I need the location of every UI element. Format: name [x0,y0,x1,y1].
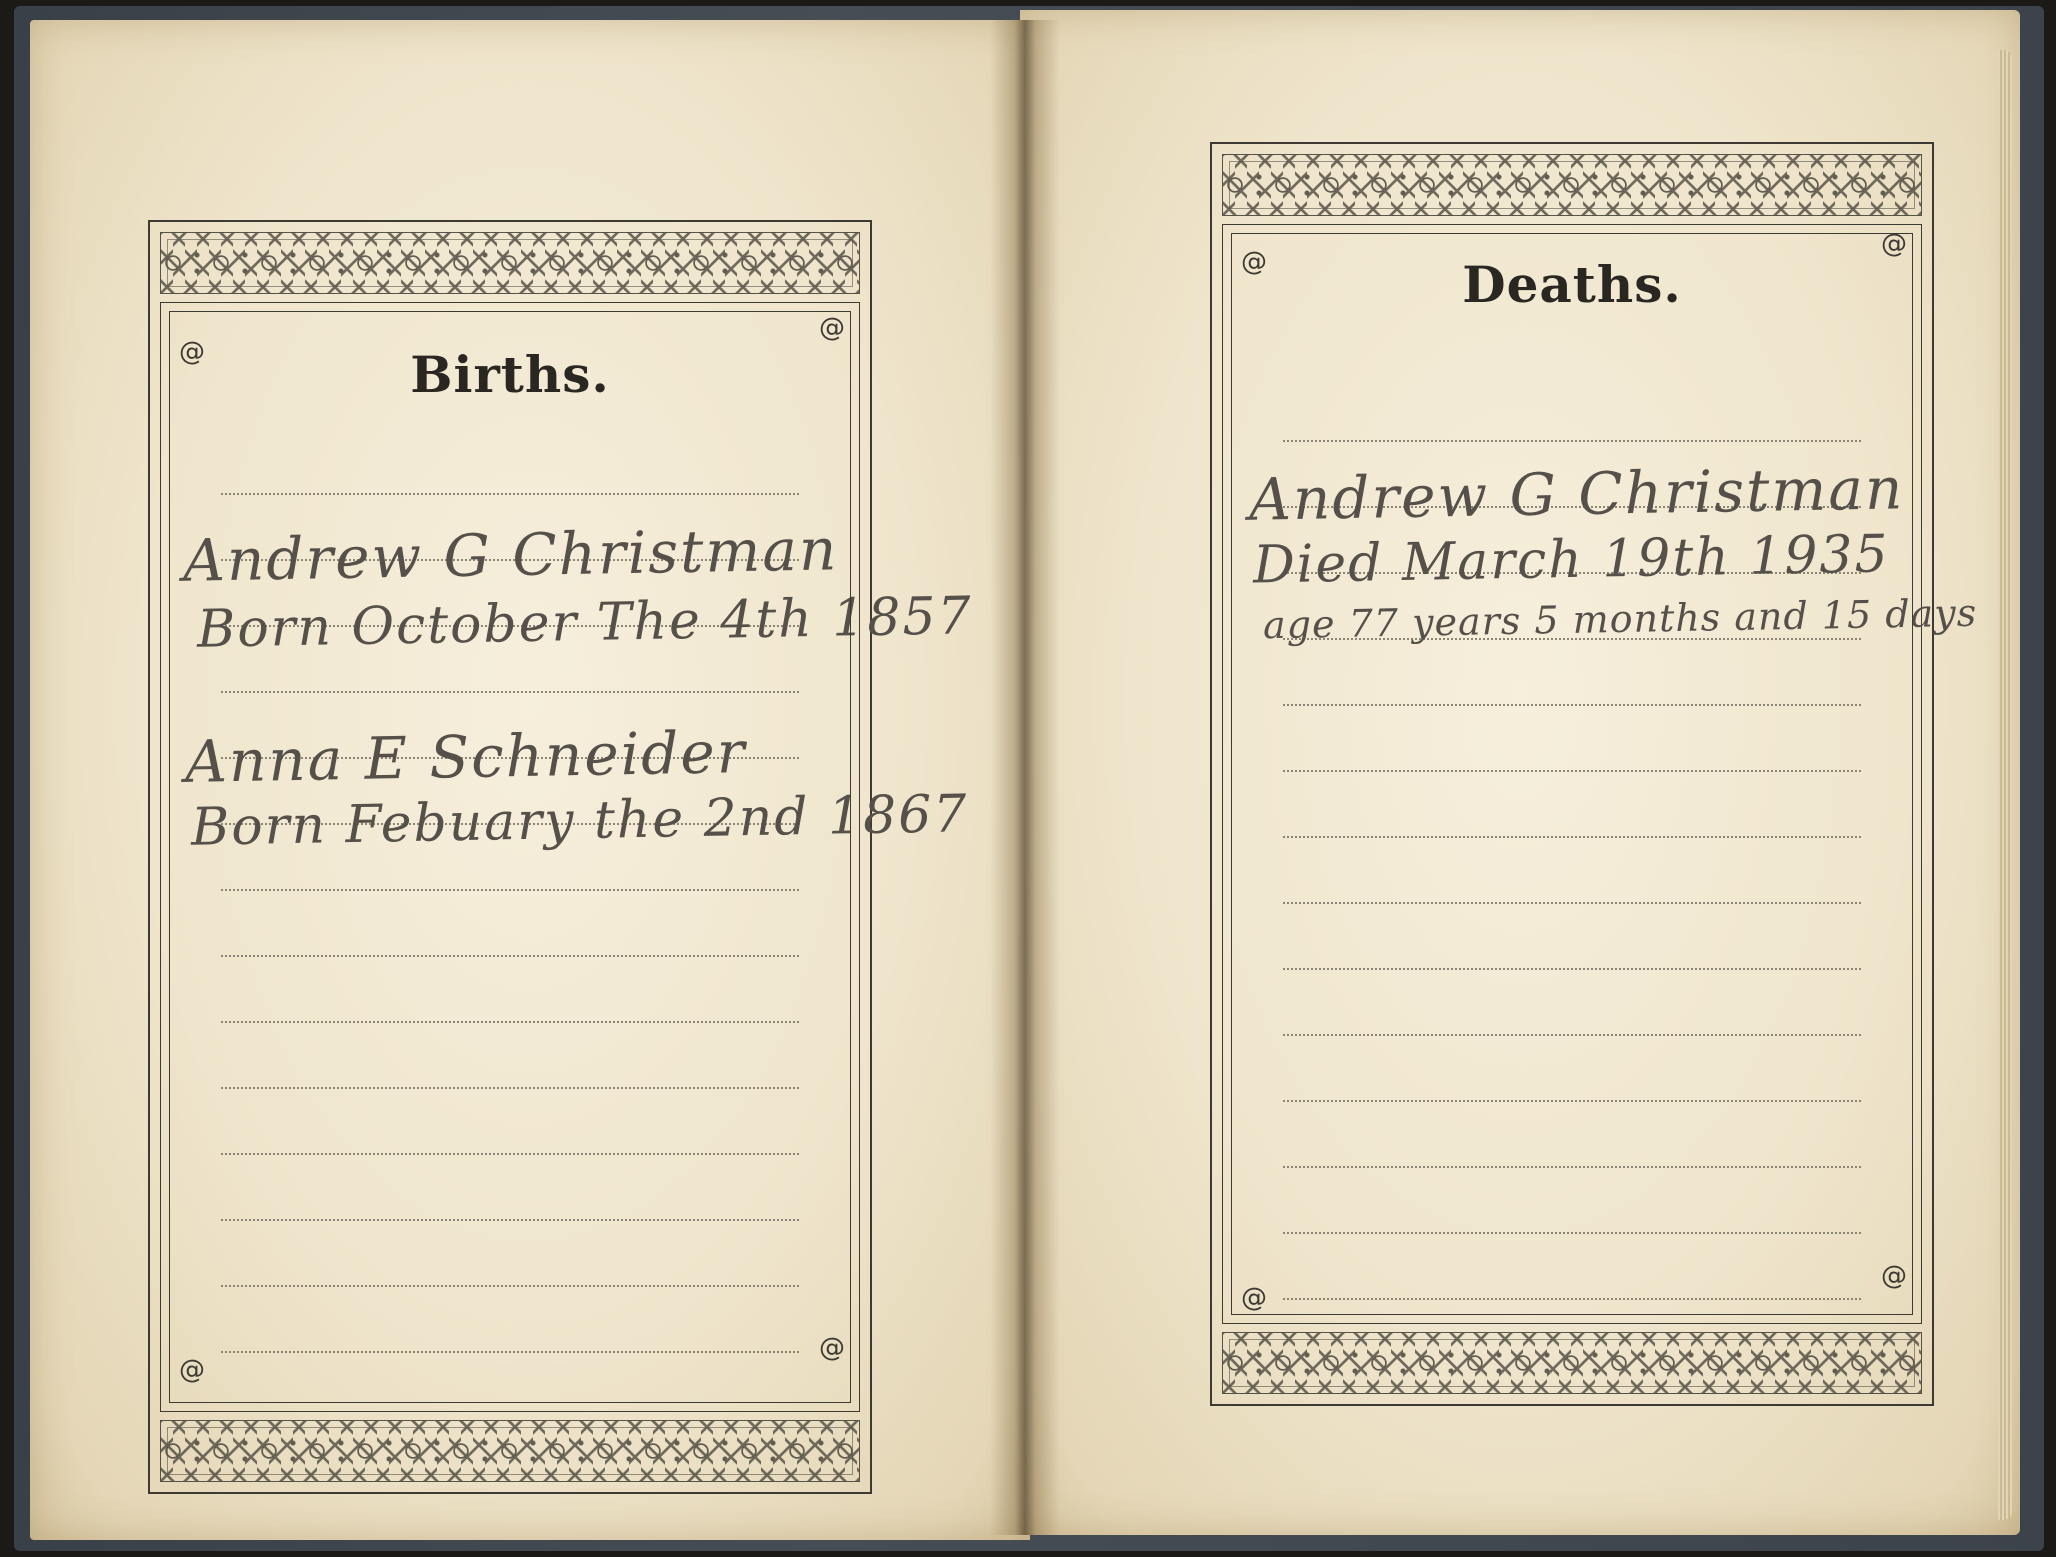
births-entry-2-detail: Born Febuary the 2nd 1867 [190,784,969,858]
deaths-frame [1210,142,1978,1406]
deaths-corner-scroll-bottom-left: @ [1241,1283,1267,1313]
deaths-corner-scroll-top-right: @ [1881,229,1907,259]
births-heading: Births. [410,345,610,404]
deaths-heading: Deaths. [1462,255,1682,314]
births-entry-2-name: Anna E Schneider [184,718,747,796]
births-page [30,20,1030,1540]
births-ruled-lines [221,493,799,1393]
births-entry-1-name: Andrew G Christman [182,515,839,595]
births-corner-scroll-bottom-left: @ [179,1355,205,1385]
births-corner-scroll-bottom-right: @ [819,1333,845,1363]
deaths-top-ornament-band [1222,154,1922,216]
births-corner-scroll-top-right: @ [819,313,845,343]
births-entry-1-detail: Born October The 4th 1857 [196,586,974,660]
deaths-entry-1-detail: Died March 19th 1935 [1252,524,1891,596]
births-top-ornament-band [160,232,860,294]
page-edges [1998,50,2012,1520]
births-body-box [160,302,974,1412]
book-spine-gutter [990,20,1060,1535]
deaths-body-box [1222,224,1978,1324]
deaths-bottom-ornament-band [1222,1332,1922,1394]
deaths-corner-scroll-bottom-right: @ [1881,1261,1907,1291]
deaths-page [1020,10,2020,1535]
deaths-ruled-lines [1283,440,1861,1320]
births-corner-scroll-top-left: @ [179,337,205,367]
deaths-entry-1-name: Andrew G Christman [1248,454,1905,534]
births-frame [148,220,974,1494]
deaths-corner-scroll-top-left: @ [1241,247,1267,277]
births-bottom-ornament-band [160,1420,860,1482]
deaths-entry-1-age: age 77 years 5 months and 15 days [1262,590,1978,648]
